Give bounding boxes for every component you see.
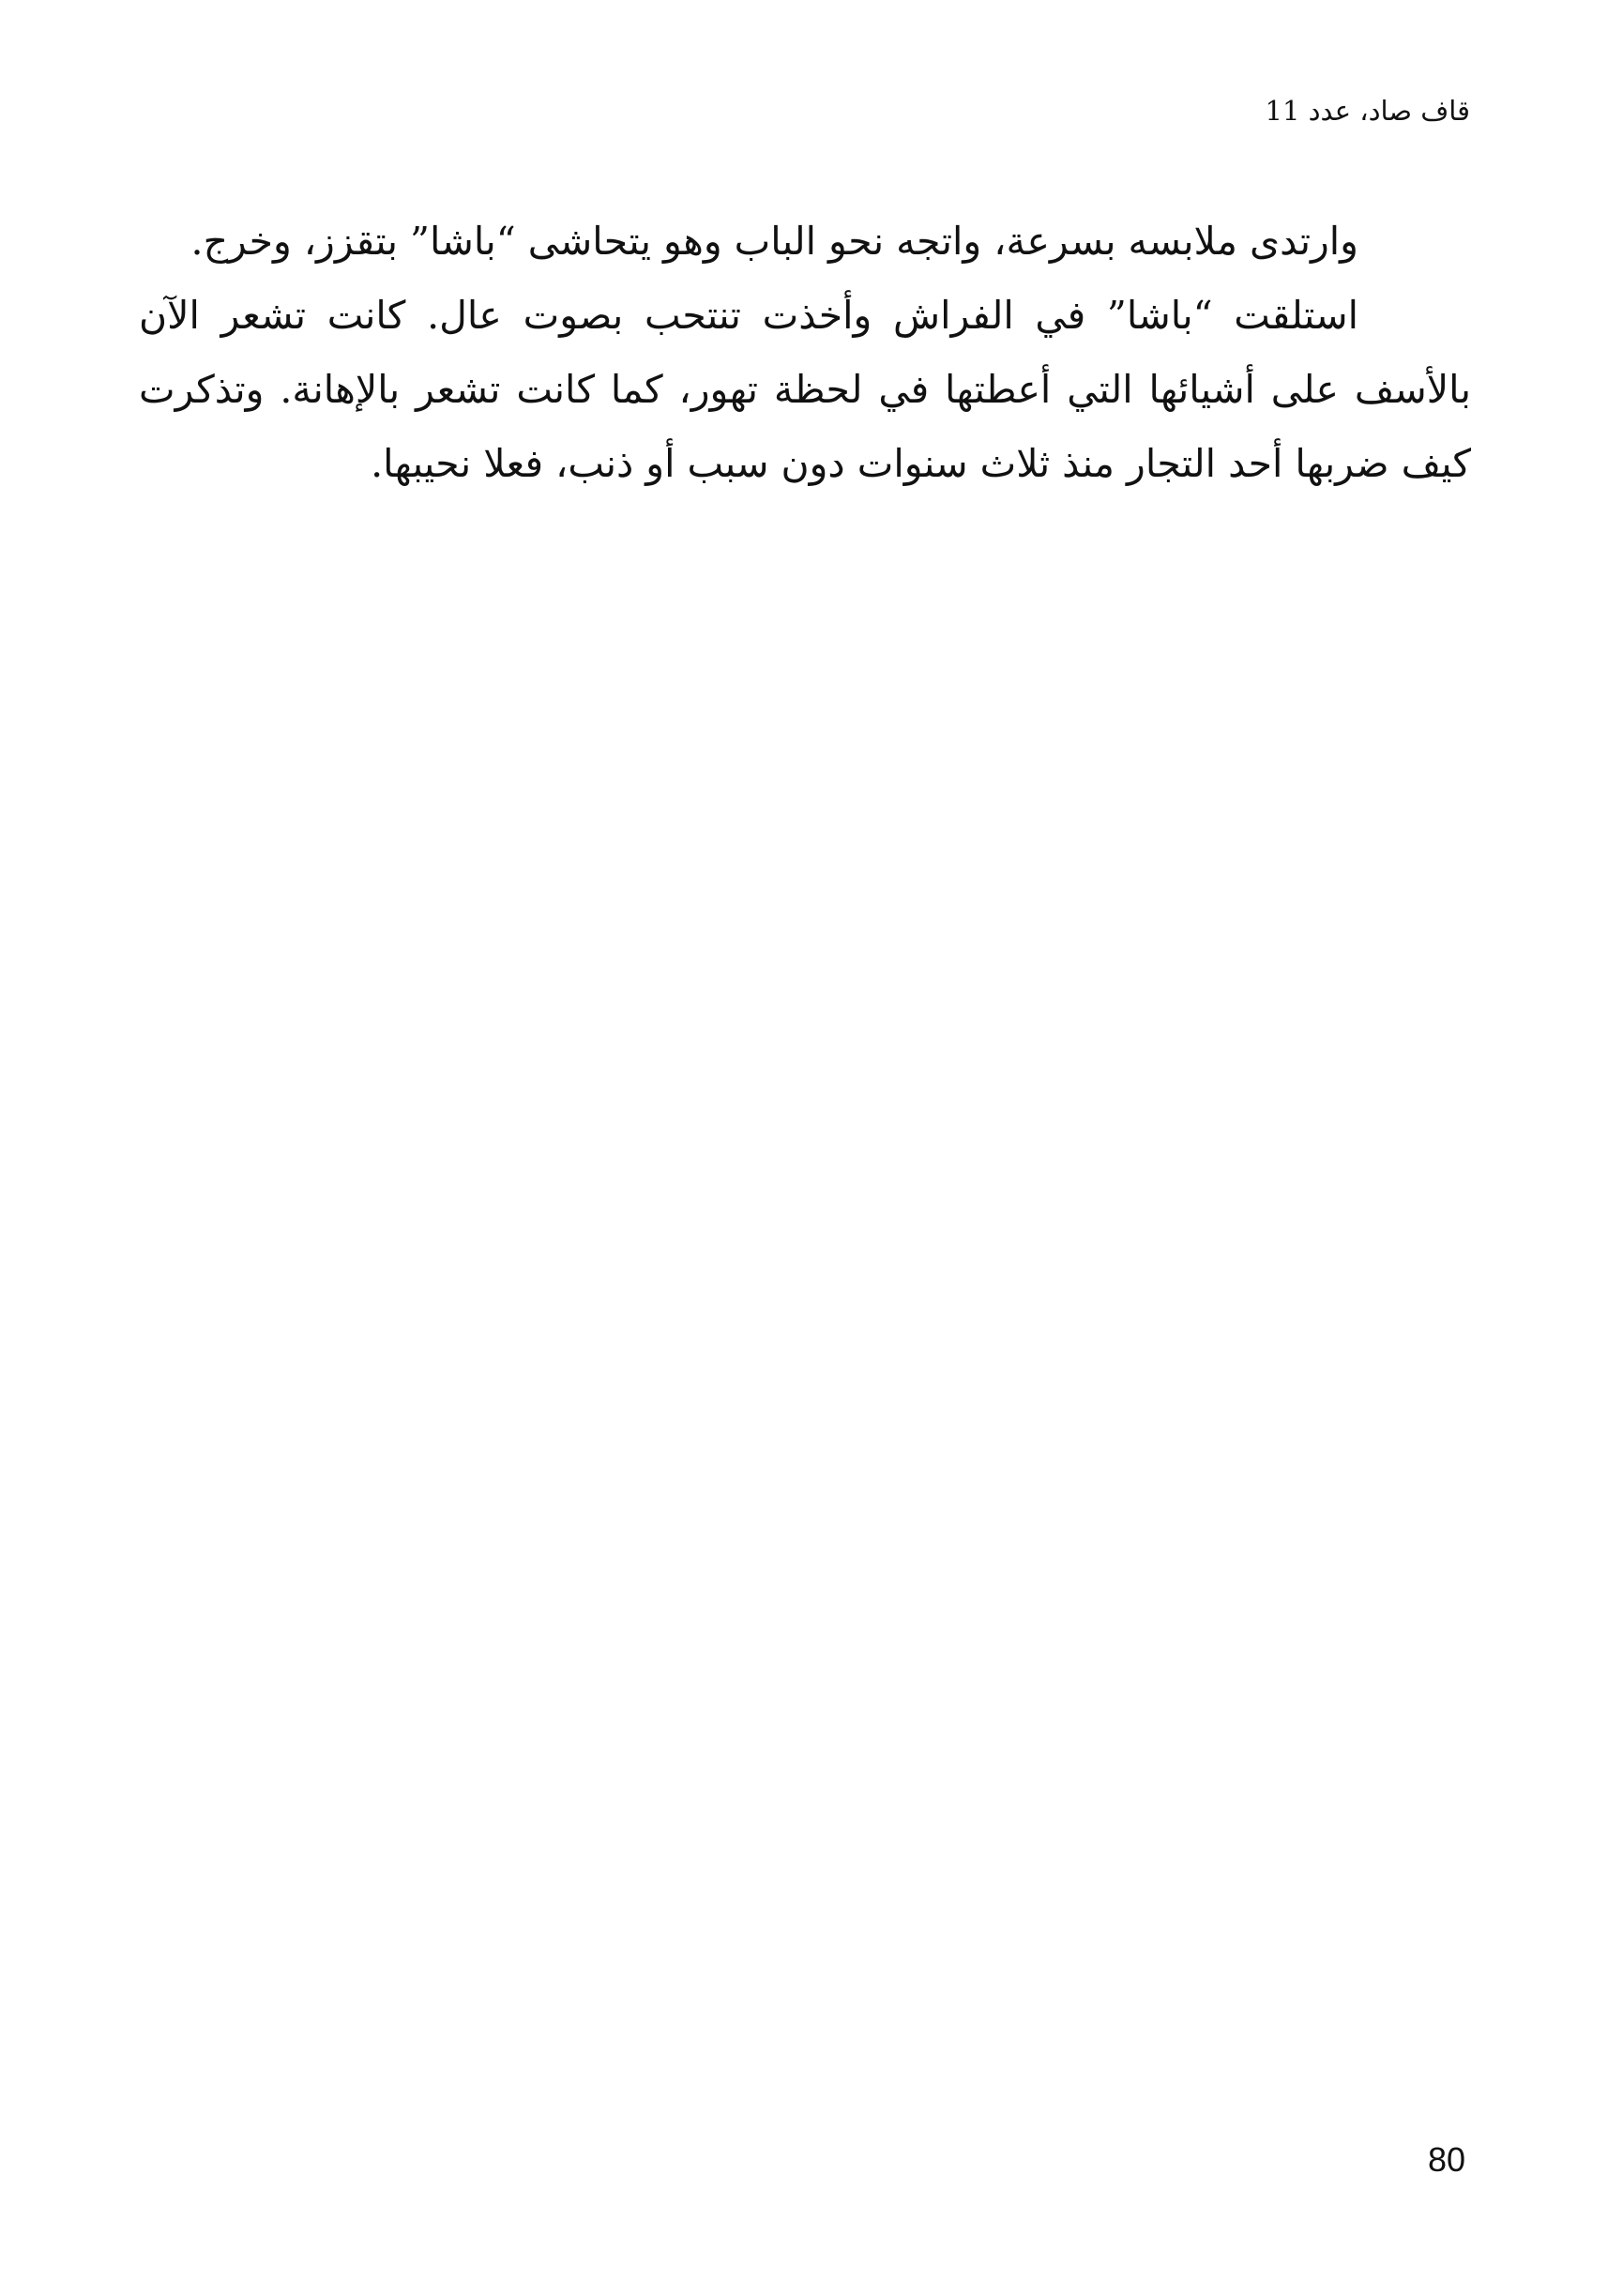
page-number: 80 [1427, 2140, 1465, 2179]
paragraph-2: استلقت “باشا” في الفراش وأخذت تنتحب بصوت عال. كانت تشعر الآن بالأسف على أشيائها التي أعطتها في لحظة تهور، كما كانت تشعر بالإهانة. وتذكرت كيف ضربها أحد التجار منذ ثلاث سنوات دون سبب أو ذنب، فعلا نحيبها. [139, 293, 1471, 486]
body-text [139, 205, 1471, 501]
running-header: قاف صاد، عدد 11 [1265, 95, 1470, 127]
paragraph-1: وارتدى ملابسه بسرعة، واتجه نحو الباب وهو يتحاشى “باشا” بتقزز، وخرج. [190, 219, 1358, 264]
